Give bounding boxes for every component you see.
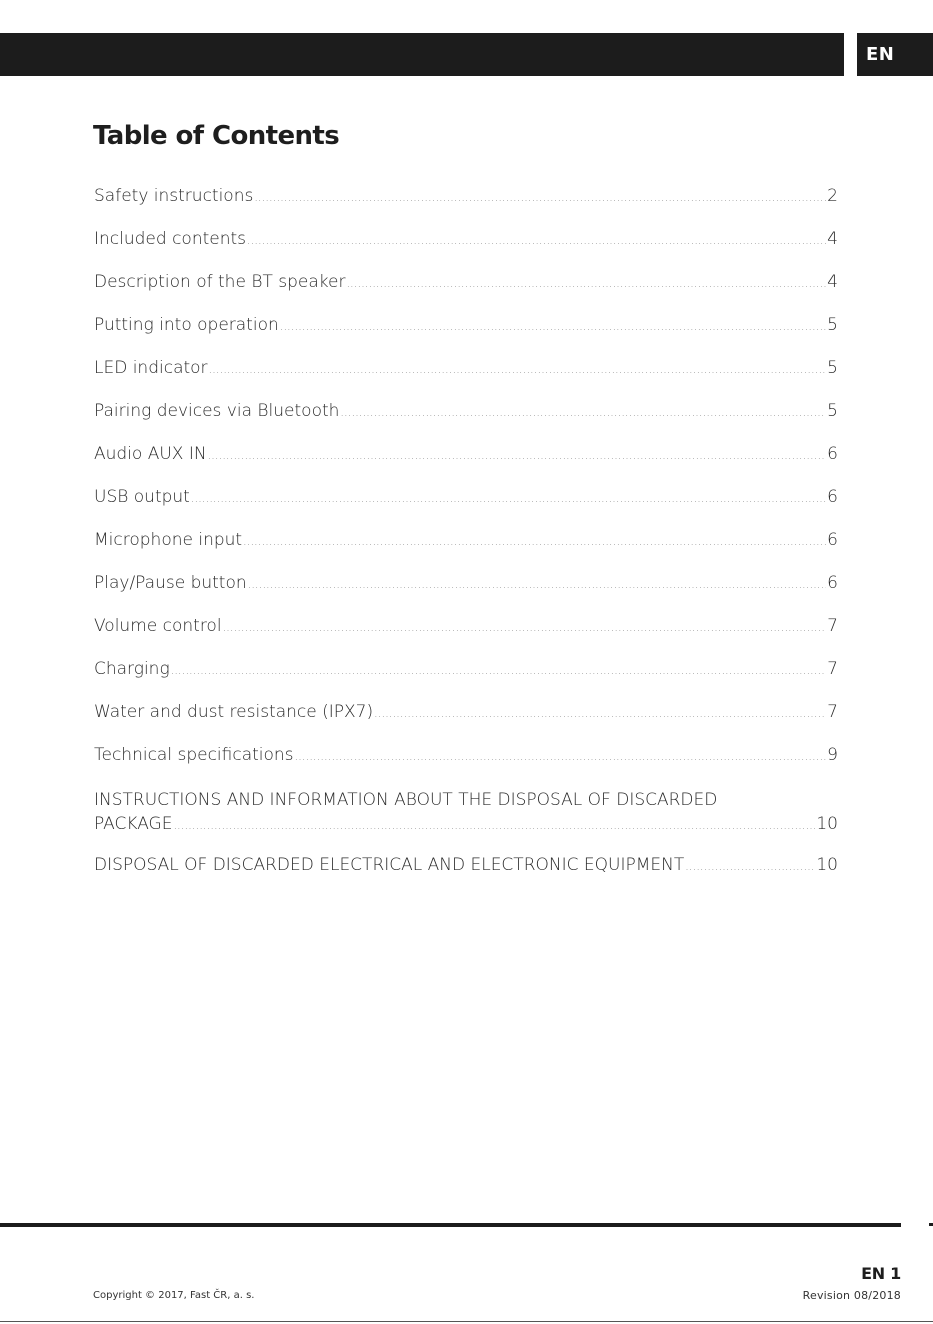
toc-leader-dots xyxy=(209,363,827,376)
toc-entry-page: 6 xyxy=(827,444,838,464)
toc-entry-page: 7 xyxy=(827,659,838,679)
toc-entry-label: Putting into operation xyxy=(94,315,279,335)
toc-entry-label: Volume control xyxy=(94,616,222,636)
toc-entry[interactable] xyxy=(94,530,838,573)
language-tab: EN xyxy=(857,33,933,76)
revision-label: Revision 08/2018 xyxy=(802,1289,901,1302)
toc-entry-label-line1: INSTRUCTIONS AND INFORMATION ABOUT THE DISPOSAL OF DISCARDED xyxy=(94,790,718,810)
toc-list xyxy=(94,186,838,898)
toc-leader-dots xyxy=(346,277,826,290)
toc-entry-label: Safety instructions xyxy=(94,186,254,206)
toc-entry-page: 10 xyxy=(816,855,838,875)
toc-entry-label-line2: PACKAGE xyxy=(94,814,173,834)
page-bottom-edge xyxy=(0,1321,933,1322)
toc-entry-label: USB output xyxy=(94,487,190,507)
header-bar xyxy=(0,33,844,76)
copyright-notice: Copyright © 2017, Fast ČR, a. s. xyxy=(93,1290,255,1301)
toc-leader-dots xyxy=(191,492,826,505)
toc-entry-label: Included contents xyxy=(94,229,247,249)
toc-entry[interactable] xyxy=(94,358,838,401)
toc-entry-label: Pairing devices via Bluetooth xyxy=(94,401,340,421)
toc-entry[interactable] xyxy=(94,616,838,659)
toc-leader-dots xyxy=(280,320,826,333)
toc-leader-dots xyxy=(208,449,827,462)
page-title: Table of Contents xyxy=(93,121,340,151)
toc-leader-dots xyxy=(173,814,815,838)
toc-entry[interactable] xyxy=(94,315,838,358)
toc-entry-label: DISPOSAL OF DISCARDED ELECTRICAL AND ELECTRONIC EQUIPMENT xyxy=(94,855,685,875)
toc-entry-label: Charging xyxy=(94,659,170,679)
toc-entry-page: 7 xyxy=(827,616,838,636)
toc-entry[interactable] xyxy=(94,229,838,272)
toc-entry-page: 10 xyxy=(816,814,838,834)
toc-entry-page: 6 xyxy=(827,487,838,507)
toc-leader-dots xyxy=(254,191,826,204)
toc-entry[interactable] xyxy=(94,659,838,702)
footer-rule-mark xyxy=(929,1223,933,1226)
toc-entry-label: Water and dust resistance (IPX7) xyxy=(94,702,374,722)
toc-leader-dots xyxy=(295,750,827,763)
toc-leader-dots xyxy=(248,578,827,591)
toc-entry-label: Technical specifications xyxy=(94,745,294,765)
toc-entry[interactable] xyxy=(94,573,838,616)
toc-entry-page: 9 xyxy=(827,745,838,765)
toc-leader-dots xyxy=(340,406,826,419)
toc-entry-page: 5 xyxy=(827,315,838,335)
toc-entry-page: 6 xyxy=(827,530,838,550)
toc-entry-page: 5 xyxy=(827,358,838,378)
toc-entry-label: Description of the BT speaker xyxy=(94,272,346,292)
toc-leader-dots xyxy=(223,621,827,634)
toc-entry-page: 2 xyxy=(827,186,838,206)
toc-entry[interactable] xyxy=(94,855,838,898)
toc-leader-dots xyxy=(685,860,815,873)
toc-leader-dots xyxy=(374,707,826,720)
toc-entry-label: LED indicator xyxy=(94,358,208,378)
toc-entry-page: 4 xyxy=(827,229,838,249)
toc-leader-dots xyxy=(247,234,826,247)
footer-rule xyxy=(0,1223,901,1227)
toc-entry-label: Play/Pause button xyxy=(94,573,247,593)
toc-entry[interactable] xyxy=(94,444,838,487)
toc-entry-page: 6 xyxy=(827,573,838,593)
toc-entry-label: Audio AUX IN xyxy=(94,444,207,464)
toc-entry[interactable] xyxy=(94,788,838,855)
toc-entry-label: Microphone input xyxy=(94,530,243,550)
toc-entry-page: 5 xyxy=(827,401,838,421)
toc-entry[interactable] xyxy=(94,745,838,788)
toc-entry[interactable] xyxy=(94,401,838,444)
toc-entry[interactable] xyxy=(94,272,838,315)
toc-entry[interactable] xyxy=(94,702,838,745)
toc-entry[interactable] xyxy=(94,186,838,229)
toc-leader-dots xyxy=(171,664,827,677)
page-number: EN 1 xyxy=(861,1264,901,1283)
toc-entry-page: 4 xyxy=(827,272,838,292)
toc-entry[interactable] xyxy=(94,487,838,530)
toc-entry-page: 7 xyxy=(827,702,838,722)
toc-leader-dots xyxy=(243,535,826,548)
